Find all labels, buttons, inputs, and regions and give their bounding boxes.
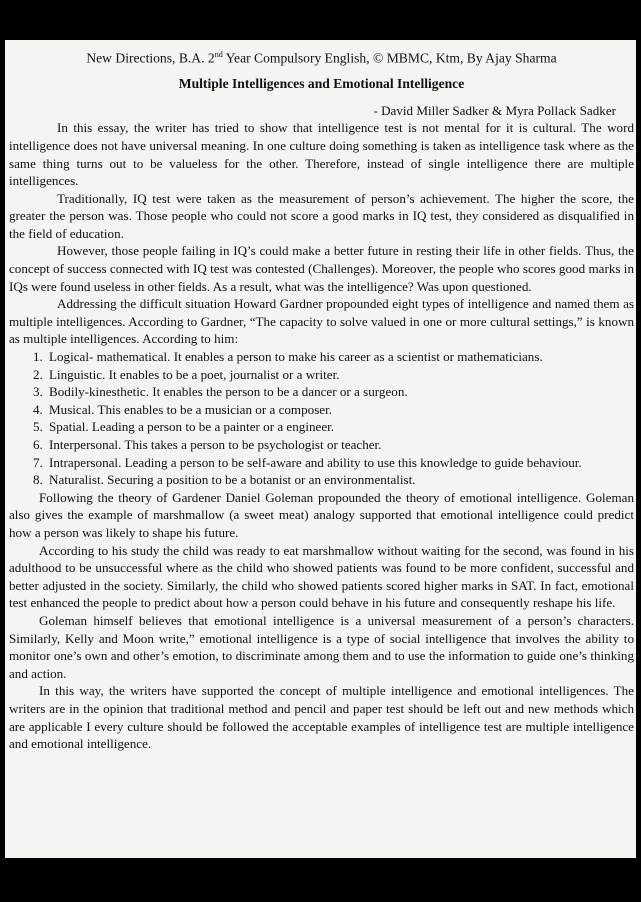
list-item [9, 454, 634, 472]
header-text-suffix: Year Compulsory English, © MBMC, Ktm, By Ajay Sharma [222, 50, 557, 66]
list-number: 5. [33, 419, 43, 435]
list-item [9, 471, 634, 489]
list-number: 6. [33, 437, 43, 452]
paragraph: Traditionally, IQ test were taken as the measurement of person’s achievement. The higher the score, the greater the person was. Those people who could not score a good marks in IQ test, they considered as disqualified in the field of education. [9, 190, 634, 241]
list-text: Logical- mathematical. It enables a person to make his career as a scientist or mathematicians. [49, 349, 543, 365]
header-ordinal: nd [214, 50, 223, 59]
intelligence-list [9, 348, 634, 489]
list-number: 8. [33, 472, 43, 488]
essay-title: Multiple Intelligences and Emotional Intelligence [178, 76, 465, 92]
header-text-prefix: New Directions, B.A. 2 [86, 50, 215, 66]
paragraph: According to his study the child was ready to eat marshmallow without waiting for the second, was found in his adulthood to be unsuccessful where as the child who showed patients was found to be more confident, successful and better adjusted in the society. Similarly, the child who showed patients scored higher marks in SAT. In fact, emotional test enhanced the people to predict about how a person could behave in his future and consequently reshape his life. [9, 542, 634, 611]
list-text: Linguistic. It enables to be a poet, journalist or a writer. [49, 366, 340, 382]
list-item [9, 436, 634, 454]
list-number: 7. [33, 454, 43, 470]
paragraph: However, those people failing in IQ’s could make a better future in resting their life in other fields. Thus, the concept of success connected with IQ test was contested (Challenges). Moreover, the people who scores good marks in IQs were found useless in other fields. As a result, what was the intelligence? Was upon questioned. [9, 243, 634, 294]
list-text: Naturalist. Securing a position to be a botanist or an environmentalist. [49, 472, 416, 488]
list-number: 1. [33, 349, 43, 365]
list-number: 4. [33, 401, 43, 417]
list-text: Interpersonal. This takes a person to be psychologist or teacher. [49, 437, 382, 452]
list-text: Bodily-kinesthetic. It enables the person to be a dancer or a surgeon. [49, 384, 408, 400]
document-page [5, 40, 636, 858]
list-item [9, 418, 634, 436]
paragraph: In this essay, the writer has tried to show that intelligence test is not mental for it is cultural. The word intelligence does not have universal meaning. In one culture doing something is taken as intelligence task where as the same thing turns out to be valueless for the other. Therefore, instead of single intelligence there are multiple intelligences. [9, 120, 634, 189]
list-text: Musical. This enables to be a musician or a composer. [49, 401, 333, 417]
paragraph: In this way, the writers have supported the concept of multiple intelligence and emotional intelligences. The writers are in the opinion that traditional method and pencil and paper test should be left out and new methods which are applicable I every culture should be followed the acceptable examples of intelligence test are multiple intelligence and emotional intelligence. [9, 683, 634, 752]
list-text: Spatial. Leading a person to be a painter or a engineer. [49, 419, 335, 435]
list-number: 3. [33, 384, 43, 400]
list-item [9, 383, 634, 401]
list-item [9, 366, 634, 384]
list-text: Intrapersonal. Leading a person to be self-aware and ability to use this knowledge to guide behaviour. [49, 454, 582, 470]
paragraph: Addressing the difficult situation Howard Gardner propounded eight types of intelligence and named them as multiple intelligences. According to Gardner, “The capacity to solve valued in one or more cultural settings,” is known as multiple intelligences. According to him: [9, 296, 634, 347]
paragraph: Following the theory of Gardener Daniel Goleman propounded the theory of emotional intelligence. Goleman also gives the example of marshmallow (a sweet meat) analogy supported that emotional intelligence could predict how a person was likely to shape his future. [9, 489, 634, 540]
list-item [9, 401, 634, 419]
list-item [9, 348, 634, 366]
running-header [9, 46, 634, 67]
list-number: 2. [33, 366, 43, 382]
essay-author: - David Miller Sadker & Myra Pollack Sadker [373, 102, 616, 118]
paragraph: Goleman himself believes that emotional intelligence is a universal measurement of a person’s characters. Similarly, Kelly and Moon write,” emotional intelligence is a type of social intelligence that involves the ability to monitor one’s own and other’s emotion, to discriminate among them and to use the information to guide one’s thinking and action. [9, 612, 634, 681]
